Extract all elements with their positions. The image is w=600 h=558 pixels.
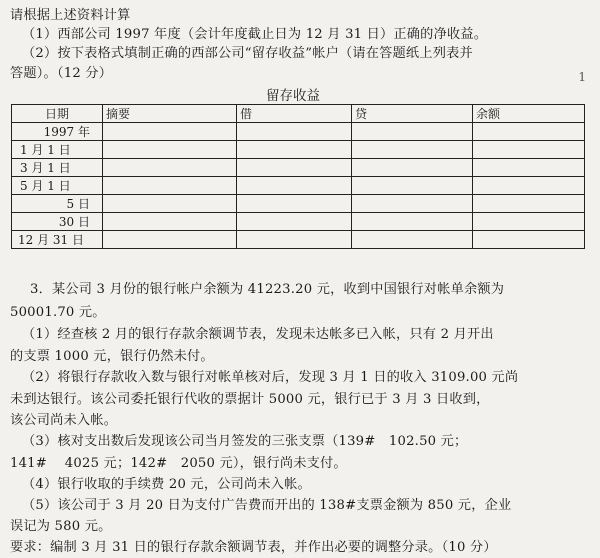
question-3-requirement: 要求：编制 3 月 31 日的银行存款余额调节表，并作出必要的调整分录。（10 分） — [10, 540, 497, 555]
table-row — [12, 123, 585, 141]
row-date: 1 月 1 日 — [12, 141, 103, 159]
row-summary — [103, 231, 237, 249]
question-3-item-2-cont2: 该公司尚未入帐。 — [10, 413, 118, 428]
row-balance — [473, 195, 585, 213]
row-credit — [352, 159, 473, 177]
question-3-item-4: （4）银行收取的手续费 20 元，公司尚未入帐。 — [22, 477, 311, 492]
header-debit: 借 — [237, 105, 352, 123]
question-part-1: （1）西部公司 1997 年度（会计年度截止日为 12 月 31 日）正确的净收益。 — [22, 27, 488, 42]
row-date: 5 月 1 日 — [12, 177, 103, 195]
question-3-intro-cont: 50001.70 元。 — [10, 305, 106, 320]
question-3-item-1: （1）经查核 2 月的银行存款余额调节表，发现未达帐多已入帐，只有 2 月开出 — [22, 327, 494, 342]
retained-earnings-table — [11, 104, 585, 249]
row-balance — [473, 123, 585, 141]
row-debit — [237, 141, 352, 159]
row-balance — [473, 141, 585, 159]
question-3-intro: 3．某公司 3 月份的银行帐户余额为 41223.20 元，收到中国银行对帐单余额为 — [30, 282, 505, 297]
row-summary — [103, 177, 237, 195]
row-credit — [352, 195, 473, 213]
question-3-item-3: （3）核对支出数后发现该公司当月签发的三张支票（139# 102.50 元； — [22, 434, 468, 449]
table-row — [12, 177, 585, 195]
question-3-item-1-cont: 的支票 1000 元，银行仍然未付。 — [10, 349, 214, 364]
table-row — [12, 231, 585, 249]
question-part-2: （2）按下表格式填制正确的西部公司“留存收益”帐户（请在答题纸上列表并 — [22, 46, 473, 61]
row-credit — [352, 123, 473, 141]
row-summary — [103, 123, 237, 141]
question-part-2-cont: 答题）。（12 分） — [10, 66, 113, 81]
table-row — [12, 141, 585, 159]
question-3-item-5: （5）该公司于 3 月 20 日为支付广告费而开出的 138#支票金额为 850 元，企业 — [22, 498, 512, 513]
table-row — [12, 213, 585, 231]
row-date: 1997 年 — [12, 123, 103, 141]
table-row — [12, 159, 585, 177]
row-debit — [237, 177, 352, 195]
row-balance — [473, 177, 585, 195]
header-balance: 余额 — [473, 105, 585, 123]
row-credit — [352, 213, 473, 231]
row-balance — [473, 213, 585, 231]
row-debit — [237, 195, 352, 213]
table-row — [12, 195, 585, 213]
row-summary — [103, 195, 237, 213]
row-summary — [103, 159, 237, 177]
table-title: 留存收益 — [266, 88, 320, 104]
header-summary: 摘要 — [103, 105, 237, 123]
row-debit — [237, 159, 352, 177]
row-debit — [237, 213, 352, 231]
row-credit — [352, 231, 473, 249]
row-summary — [103, 141, 237, 159]
row-debit — [237, 231, 352, 249]
row-summary — [103, 213, 237, 231]
row-balance — [473, 159, 585, 177]
question-3-item-2: （2）将银行存款收入数与银行对帐单核对后，发现 3 月 1 日的收入 3109.00 元尚 — [22, 370, 519, 385]
question-3-item-3-cont: 141# 4025 元；142# 2050 元），银行尚未支付。 — [10, 456, 347, 471]
row-balance — [473, 231, 585, 249]
question-3-item-5-cont: 误记为 580 元。 — [10, 519, 112, 534]
header-credit: 贷 — [352, 105, 473, 123]
row-date: 12 月 31 日 — [12, 231, 103, 249]
row-credit — [352, 141, 473, 159]
row-debit — [237, 123, 352, 141]
row-date: 5 日 — [12, 195, 103, 213]
row-date: 3 月 1 日 — [12, 159, 103, 177]
question-3-item-2-cont: 未到达银行。该公司委托银行代收的票据计 5000 元，银行已于 3 月 3 日收到， — [10, 392, 490, 407]
header-date: 日期 — [12, 105, 103, 123]
instruction-heading: 请根据上述资料计算 — [10, 8, 131, 23]
table-header-row — [12, 105, 585, 123]
row-credit — [352, 177, 473, 195]
margin-mark: 1 — [578, 70, 586, 84]
row-date: 30 日 — [12, 213, 103, 231]
